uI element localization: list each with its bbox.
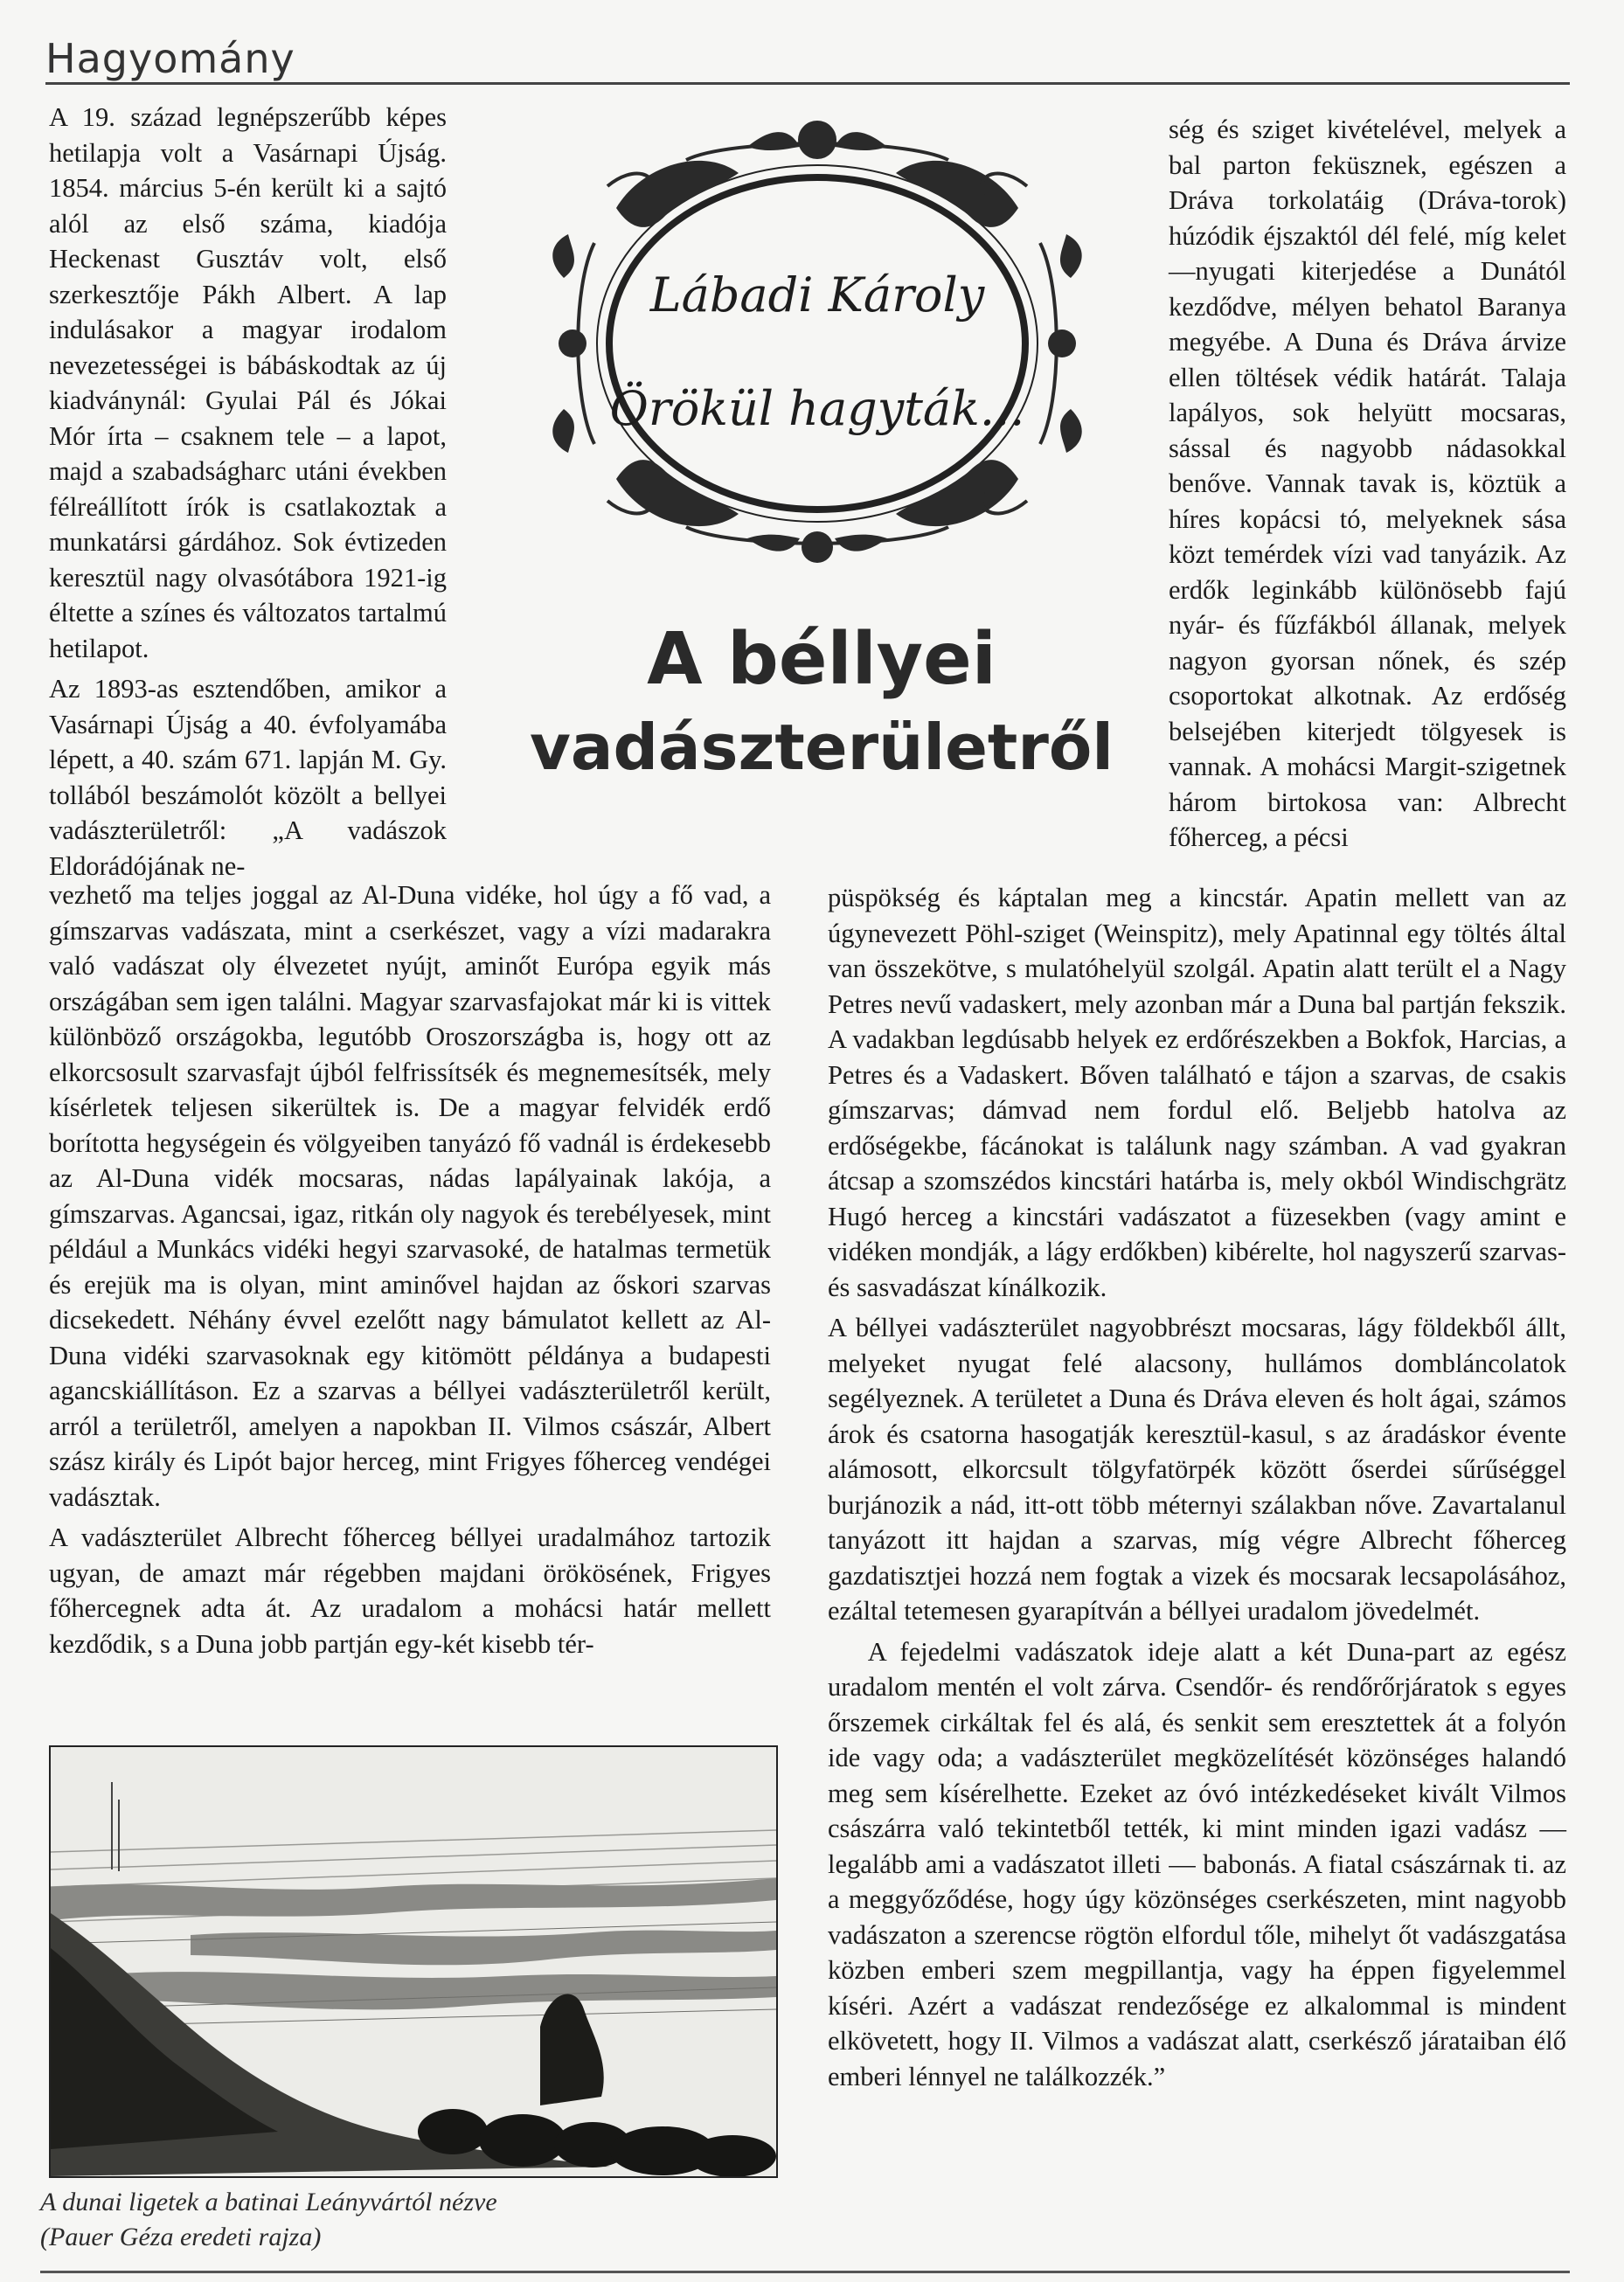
- right-wide-paragraph-2: A béllyei vadászterület nagyobbrészt mocsaras, lágy földekből állt, melyeket nyugat felé alacsony, hullámos dombláncolatok segélyeznek. A területet a Duna és Dráva eleven és holt ágai, számos árok és csatorna hasogatják keresztül-kasul, s az áradáskor évente alámosott, elkorcsult tölgyfatörpék között őserdei sűrűséggel burjánozik a nád, itt-ott több méternyi szálakban nőve. Zavartalanul tanyázott itt hajdan a szarvas, míg végre Albrecht főherceg gazdatisztjei hozzá nem fogtak a vizek és mocsarak lecsapolásához, ezáltal tetemesen gyarapítván a béllyei uradalom jövedelmét.: [828, 1313, 1566, 1626]
- right-wide-paragraph-1: püspökség és káptalan meg a kincstár. Apatin mellett van az úgynevezett Pöhl-sziget (Weinspitz), mely Apatinnal egy töltés által van összekötve, s mulatóhelyül szolgál. Apatin alatt terült el a Nagy Petres nevű vadaskert, mely azonban már a Duna bal partján fekszik. A vadakban legdúsabb helyek ez erdőrészekben a Bokfok, Harcias, a Petres és a Vadaskert. Bőven található e tájon a szarvas, de csakis gímszarvas; dámvad nem fordul elő. Beljebb hatolva az erdőségekbe, fácánokat is találunk nagy számban. A vad gyakran átcsap a szomszédos kincstári határba is, mely okból Windischgrätz Hugó herceg a kincstári vadászatot a füzesekben (vagy amint e vidéken mondják, a lágy erdőkben) kibérelte, hol nagyszerű szarvas- és sasvadászat kínálkozik.: [828, 883, 1566, 1302]
- left-wide-paragraph-1: vezhető ma teljes joggal az Al-Duna vidéke, hol úgy a fő vad, a gímszarvas vadászata, mint a cserkészet, vagy a vízi madarakra való vadászat oly élvezetet nyújt, aminőt Európa egyik más országában sem igen találni. Magyar szarvasfajokat már ki is vittek különböző országokba, legutóbb Oroszországba is, hogy ott az elkorcsosult szarvasfajt újból felfrissítsék és megnemesítsék, mely kísérletek teljesen sikerültek is. De a magyar felvidék erdő borította hegységein és völgyeiben tanyázó fő vadnál is érdekesebb az Al-Duna vidék mocsaras, nádas lapályainak lakója, a gímszarvas. Agancsai, igaz, ritkán oly nagyok és terebélyesek, mint például a Munkács vidéki hegyi szarvasoké, de hatalmas termetük és erejük ma is olyan, mint aminővel hajdan az őskori szarvas dicsekedett. Néhány évvel ezelőtt nagy bámulatot kellett az Al-Duna vidéki szarvasoknak egy kitömött példánya a budapesti agancskiállításon. Ez a szarvas a béllyei vadászterületről került, arról a területről, amelyen a napokban II. Vilmos császár, Albert szász király és Lipót bajor herceg, mint Frigyes főherceg vendégei vadásztak.: [49, 880, 771, 1512]
- badge-author: Lábadi Károly: [649, 267, 985, 323]
- ornamental-badge: [511, 112, 1123, 566]
- footer-rule: [40, 2271, 1570, 2273]
- headline-line-2: vadászterületről: [529, 711, 1114, 784]
- intro-paragraph-2: Az 1893-as esztendőben, amikor a Vasárnapi Újság a 40. évfolyamába lépett, a 40. szám 671. lapján M. Gy. tollából beszámolót közölt a bellyei vadászterületről: „A vadászok Eldorádójának ne-: [49, 674, 447, 881]
- intro-paragraph-1: A 19. század legnépszerűbb képes hetilapja volt a Vasárnapi Újság. 1854. március 5-én került ki a sajtó alól az első száma, kiadója Heckenast Gusztáv volt, első szerkesztője Pákh Albert. A lap indulásakor a magyar irodalom nevezetességei is bábáskodtak az új kiadványnál: Gyulai Pál és Jókai Mór írta – csaknem tele – a lapot, majd a szabadságharc utáni években félreállított írók is csatlakoztak a munkatársi gárdához. Sok évtizeden keresztül nagy olvasótábora 1921-ig éltette a színes és változatos tartalmú hetilapot.: [49, 102, 447, 663]
- left-column-wide: [49, 877, 771, 1661]
- left-wide-paragraph-2: A vadászterület Albrecht főherceg béllyei uradalmához tartozik ugyan, de amazt már régebben majdani örökösének, Frigyes főhercegnek adta át. Az uradalom a mohácsi határ mellett kezdődik, s a Duna jobb partján egy-két kisebb tér-: [49, 1522, 771, 1659]
- headline-line-1: A béllyei: [647, 618, 996, 701]
- badge-series-title: Örökül hagyták...: [609, 381, 1025, 436]
- article-headline: [489, 616, 1154, 791]
- right-column-wide: [828, 880, 1566, 2094]
- caption-line-1: A dunai ligetek a batinai Leányvártól nézve: [40, 2188, 497, 2216]
- header-rule: [45, 82, 1570, 85]
- left-column-top: [49, 100, 447, 884]
- illustration-caption: [40, 2185, 774, 2255]
- right-column-top: [1169, 112, 1566, 856]
- right-top-paragraph: ség és sziget kivételével, melyek a bal parton feküsznek, egészen a Dráva torkolatáig (Dráva-torok) húzódik éjszaktól dél felé, míg kelet—nyugati kiterjedése a Dunától kezdődve, mélyen behatol Baranya megyébe. A Duna és Dráva árvize ellen töltések védik határát. Talaja lapályos, sok helyütt mocsaras, sással és nagyobb nádasokkal benőve. Vannak tavak is, köztük a híres kopácsi tó, melyeknek sása közt temérdek vízi vad tanyázik. Az erdők leginkább különösebb fajú nyár- és fűzfákból állanak, melyek nagyon gyorsan nőnek, és szép csoportokat alkotnak. Az erdőség belsejében kiterjedt tölgyesek is vannak. A mohácsi Margit-szigetnek három birtokosa van: Albrecht főherceg, a pécsi: [1169, 114, 1566, 852]
- ornamental-frame: [511, 112, 1123, 566]
- right-wide-paragraph-3: A fejedelmi vadászatok ideje alatt a két Duna-part az egész uradalom mentén el volt zárva. Csendőr- és rendőrőrjáratok s egyes őrszemek cirkáltak fel és alá, és senkit sem eresztettek át a folyón ide vagy oda; a vadászterület megközelítését közönséges halandó meg sem kísérelhette. Ezeket az óvó intézkedéseket kivált Vilmos császárra való tekintetből tették, ki mint minden igazi vadász — legalább ami a vadászatot illeti — babonás. A fiatal császárnak ti. az a meggyőződése, hogy úgy közönséges cserkészeten, mint nagyobb vadászaton a szerencse rögtön elfordul tőle, mihelyt őt vadászgatása közben emberi szem megpillantja, vagy ha éppen figyelemmel kíséri. Azért a vadászat rendezősége ez alkalommal is mindent elkövetett, hogy II. Vilmos a vadászat alatt, cserkésző járataiban élő emberi lénnyel ne találkozzék.”: [828, 1636, 1566, 2091]
- caption-line-2: (Pauer Géza eredeti rajza): [40, 2223, 322, 2251]
- section-title: Hagyomány: [45, 35, 295, 82]
- landscape-drawing: [51, 1747, 776, 2176]
- landscape-illustration: [49, 1745, 778, 2178]
